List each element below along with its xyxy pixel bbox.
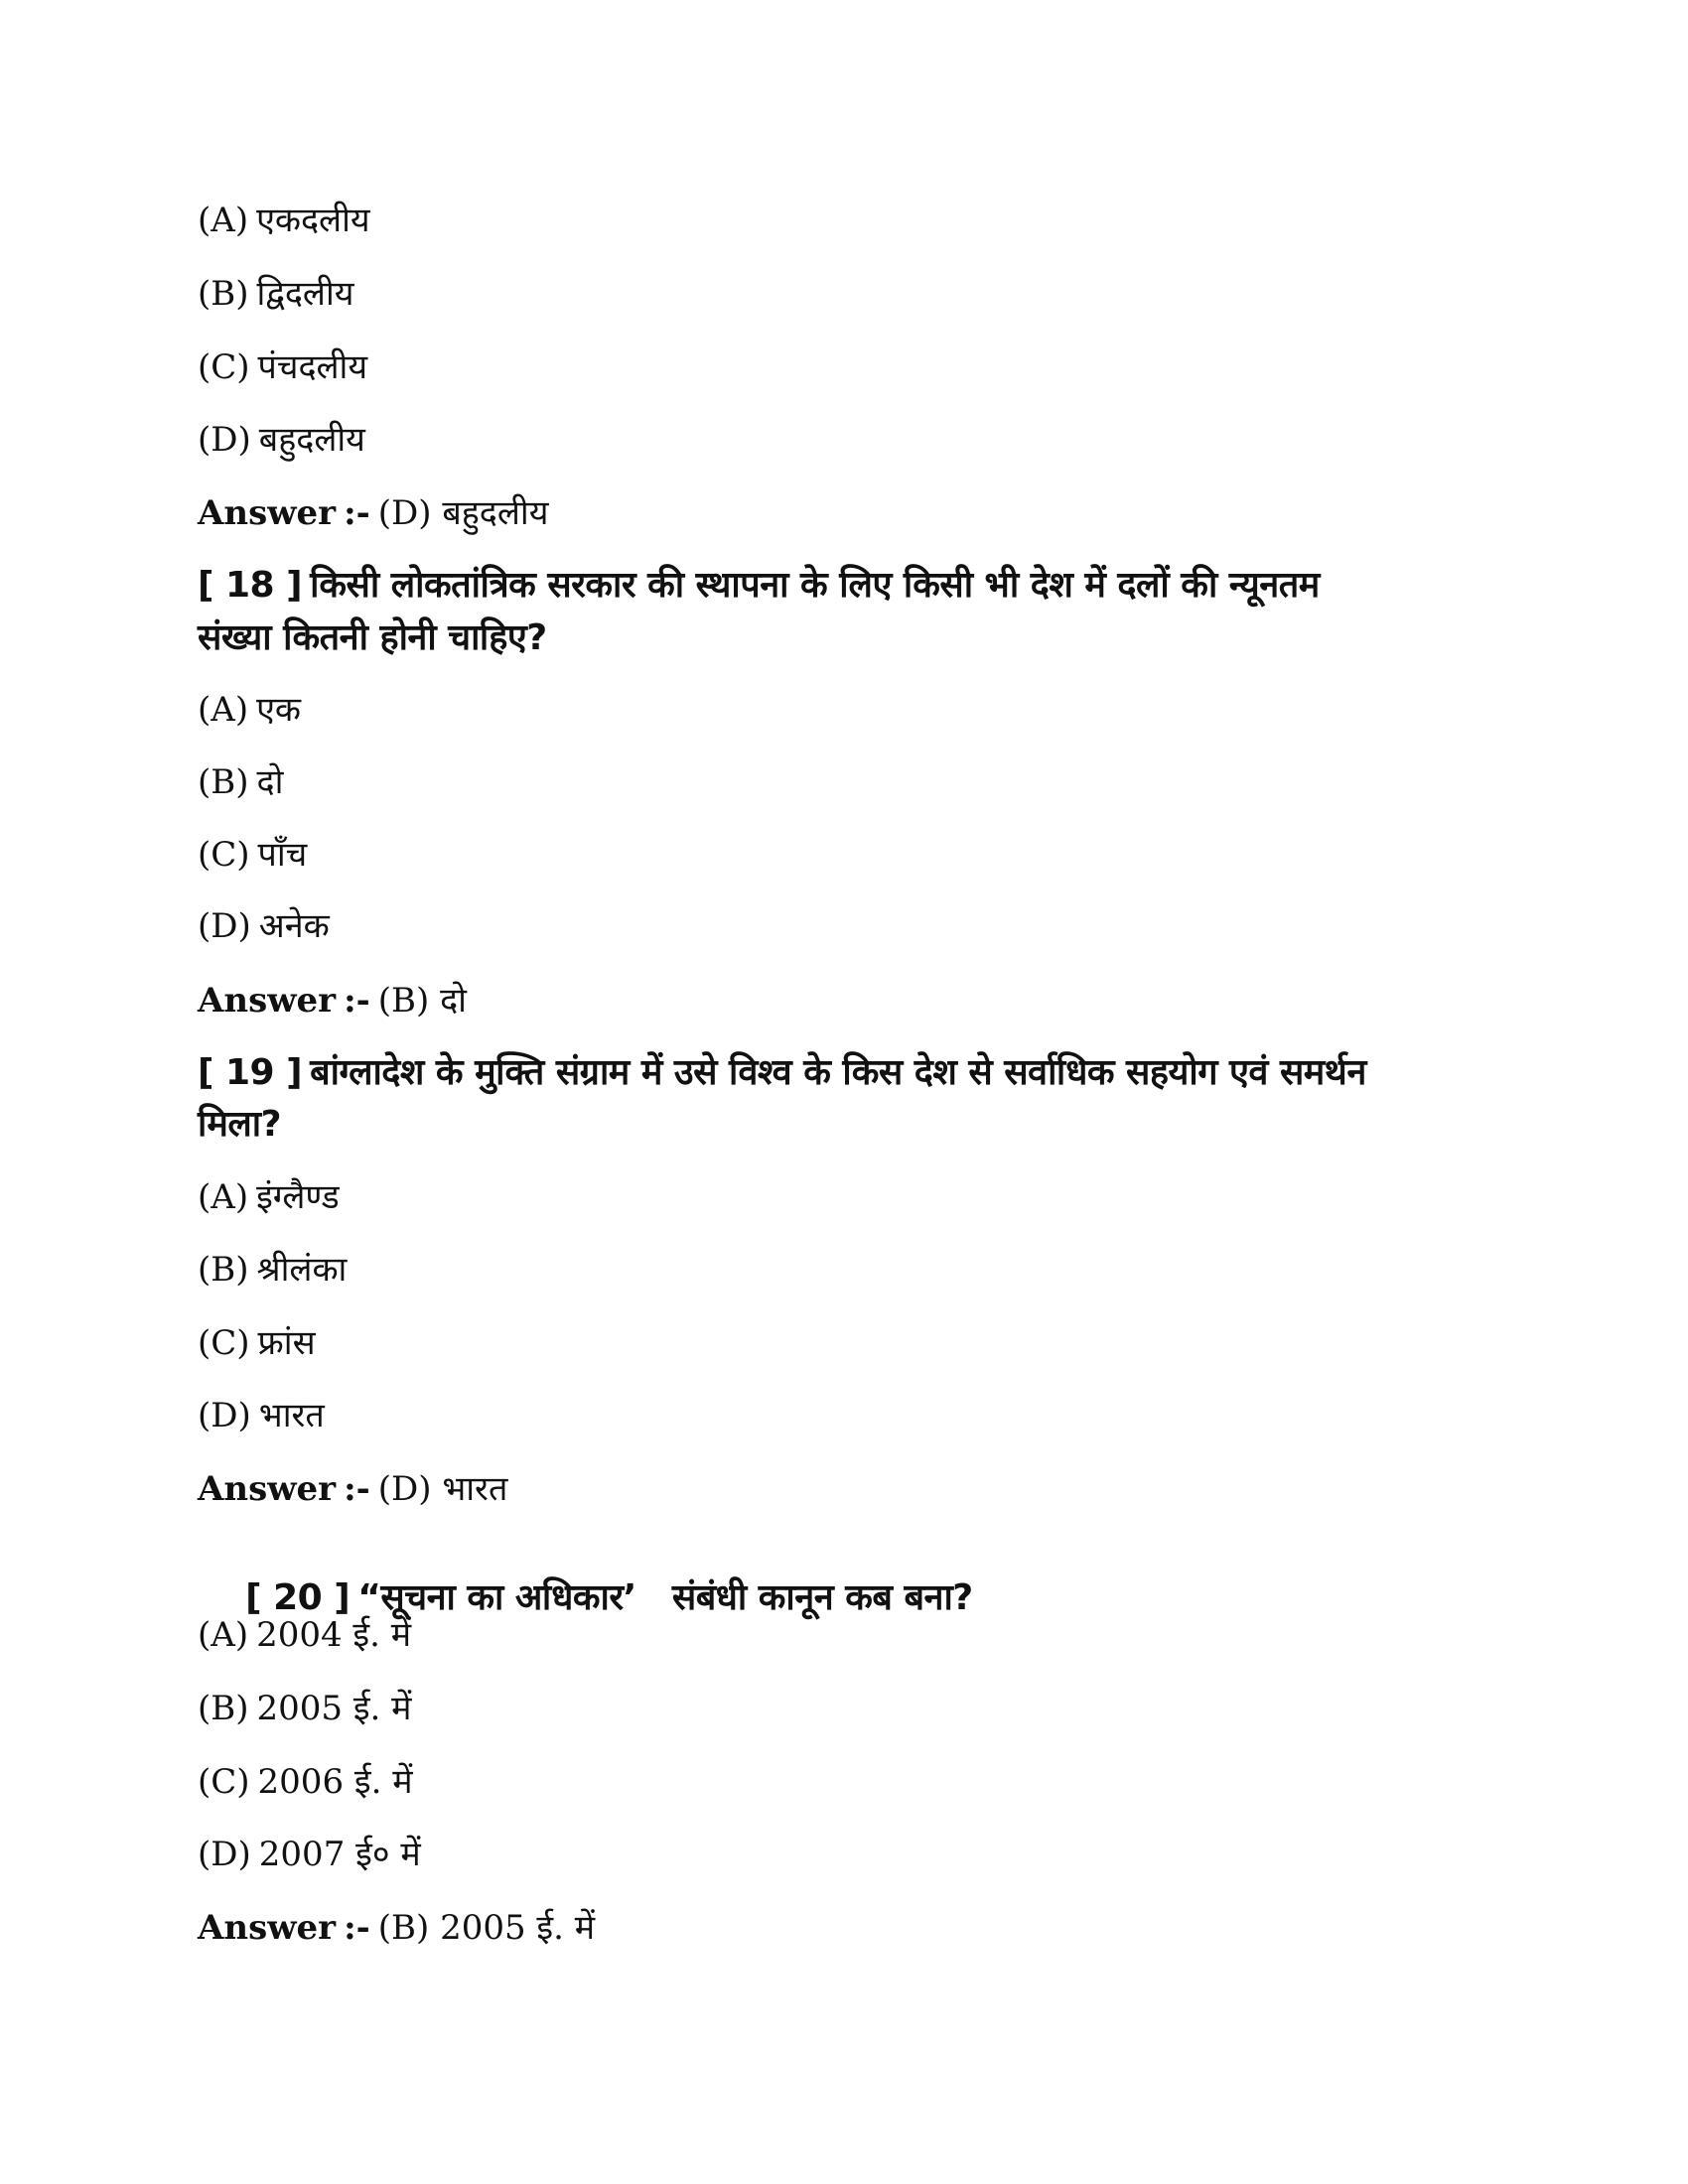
answer-text: दो [440,981,467,1021]
option-q17-b [198,274,354,314]
option-label: (D) [198,1835,251,1874]
option-label: (A) [198,201,249,240]
option-label: (D) [198,420,251,460]
answer-q19 [198,1469,508,1509]
option-text: पंचदलीय [257,347,368,387]
question-q19-line-1 [198,1052,1366,1093]
answer-prefix: Answer [198,493,337,533]
option-label: (C) [198,835,250,875]
option-label: (B) [198,762,249,802]
option-label: (A) [198,1615,249,1655]
option-text: बहुदलीय [258,420,365,460]
answer-prefix: Answer [198,1908,337,1948]
option-text: दो [256,762,284,802]
option-text: फ्रांस [257,1323,316,1363]
question-text: बांग्लादेश के मुक्ति संग्राम में उसे विश्व के किस देश से सर्वाधिक सहयोग एवं समर्थन [310,1052,1366,1093]
answer-prefix: Answer [198,981,337,1021]
option-q18-d [198,906,330,946]
answer-text: 2005 ई. में [440,1908,596,1948]
option-label: (C) [198,1762,250,1802]
answer-separator: :- [344,493,370,533]
answer-prefix: Answer [198,1469,337,1509]
question-number: [ 18 ] [198,565,303,606]
answer-text: भारत [442,1469,508,1509]
answer-option-label: (D) [377,1469,432,1509]
option-label: (A) [198,1177,249,1217]
option-text: द्विदलीय [256,274,354,314]
option-label: (C) [198,1323,250,1363]
option-text: 2005 ई. में [256,1689,412,1728]
option-text: भारत [258,1396,325,1435]
option-q17-c [198,347,368,387]
option-text: एक [256,690,302,730]
question-number: [ 20 ] [245,1577,351,1618]
answer-separator: :- [344,981,370,1021]
option-q19-d [198,1396,325,1435]
option-text: 2004 ई. में [256,1615,412,1655]
option-text: श्रीलंका [256,1250,348,1290]
option-q20-d [198,1835,421,1874]
answer-separator: :- [344,1469,370,1509]
question-q18-line-1 [198,565,1320,606]
option-q17-d [198,420,365,460]
option-label: (B) [198,1689,249,1728]
option-q19-b [198,1250,348,1290]
option-label: (A) [198,690,249,730]
answer-q20 [198,1908,596,1948]
answer-q18 [198,981,467,1021]
option-label: (B) [198,1250,249,1290]
answer-text: बहुदलीय [442,493,549,533]
option-q17-a [198,201,370,240]
answer-option-label: (B) [377,981,430,1021]
question-q19-line-2 [198,1104,281,1145]
option-label: (D) [198,1396,251,1435]
option-text: 2007 ई० में [258,1835,421,1874]
option-label: (C) [198,347,250,387]
option-q20-c [198,1762,413,1802]
answer-option-label: (D) [377,493,432,533]
question-number: [ 19 ] [198,1052,303,1093]
question-text: संख्या कितनी होनी चाहिए? [198,617,547,658]
option-text: अनेक [258,906,330,946]
option-q20-a [198,1615,412,1655]
option-q18-c [198,835,308,875]
option-label: (D) [198,906,251,946]
option-text: पाँच [257,835,308,875]
answer-separator: :- [344,1908,370,1948]
question-text: “सूचना का अधिकार’ संबंधी कानून कब बना? [357,1577,973,1618]
option-q20-b [198,1689,412,1728]
option-q18-a [198,690,302,730]
answer-option-label: (B) [377,1908,430,1948]
option-label: (B) [198,274,249,314]
option-q18-b [198,762,284,802]
option-q19-c [198,1323,316,1363]
option-text: 2006 ई. में [257,1762,413,1802]
question-q18-line-2 [198,617,547,658]
answer-q17 [198,493,549,533]
option-text: इंग्लैण्ड [256,1177,340,1217]
option-text: एकदलीय [256,201,370,240]
question-text: मिला? [198,1104,281,1145]
option-q19-a [198,1177,340,1217]
question-text: किसी लोकतांत्रिक सरकार की स्थापना के लिए किसी भी देश में दलों की न्यूनतम [310,565,1320,606]
